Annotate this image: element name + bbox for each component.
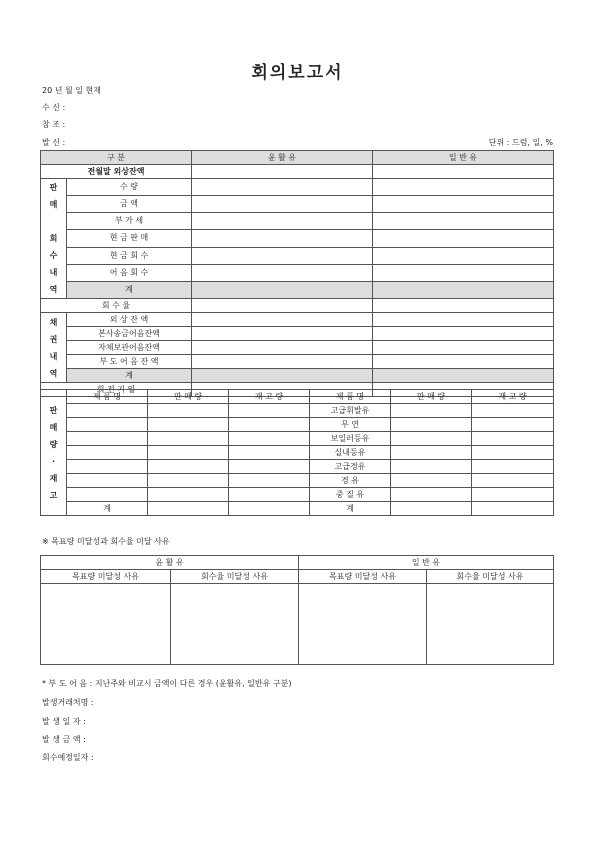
cell [373,369,554,383]
cell [373,299,554,313]
reason-col-header: 목표량 미달성 사유 [41,570,171,584]
collection-rate-label: 회 수 율 [41,299,192,313]
cell [472,488,554,502]
cell [67,418,148,432]
cell [373,196,554,213]
cell [229,488,310,502]
cell [229,404,310,418]
cell [229,418,310,432]
cell [373,213,554,230]
subtotal-label: 계 [67,281,192,298]
cell [391,404,472,418]
left-total-label: 계 [67,502,148,516]
cell [67,488,148,502]
cell [192,179,373,196]
cell [391,474,472,488]
cell [472,460,554,474]
from-line: 발 신 : [42,138,66,147]
turnover-days-label: 회 전 기 일 [41,383,192,397]
reason-cell [171,584,299,665]
cell [192,313,373,327]
client-name-line: 발생거래처명 : [42,698,94,707]
page-title: 회의보고서 [251,63,344,83]
cell [373,247,554,264]
sales-collection-table [40,150,554,397]
cell [192,281,373,298]
reason-cell [299,584,427,665]
cell [192,165,373,179]
unit-label: 단위 : 드럼, 일, % [488,138,553,147]
cell [148,418,229,432]
product-label: 중 질 유 [310,488,391,502]
ref-line: 참 조 : [42,120,66,129]
cell [192,299,373,313]
group-sales-inventory: 판 매 량 · 재 고 [41,390,67,516]
cell [391,502,472,516]
cell [148,446,229,460]
cell [472,446,554,460]
general-header: 일 반 유 [299,556,554,570]
cell [391,488,472,502]
cell [148,432,229,446]
date-line: 20 년 월 일 현재 [42,86,101,95]
cell [148,404,229,418]
cell [391,432,472,446]
product-label: 무 연 [310,418,391,432]
cell [148,502,229,516]
product-label: 고급경유 [310,460,391,474]
cell [373,179,554,196]
bounced-note: * 부 도 어 음 : 지난주와 비교시 금액이 다른 경우 (윤활유, 일반유 구분) [42,679,292,688]
cell [373,341,554,355]
cell [373,313,554,327]
cell [229,446,310,460]
cell [192,196,373,213]
row-label: 현 금 회 수 [67,247,192,264]
reason-cell [41,584,171,665]
row-label: 어 음 회 수 [67,264,192,281]
cell [192,369,373,383]
cell [192,355,373,369]
row-label: 수 량 [67,179,192,196]
product-label: 실내등유 [310,446,391,460]
cell [67,460,148,474]
row-label: 부 도 어 음 잔 액 [67,355,192,369]
product-label: 보일러등유 [310,432,391,446]
cell [148,474,229,488]
cell [472,474,554,488]
shortfall-note: ※ 목표량 미달성과 회수율 미달 사유 [42,537,170,546]
group-bond: 채 권 내 역 [41,313,67,383]
cell [373,327,554,341]
row-label: 본사송금어음잔액 [67,327,192,341]
cell [229,474,310,488]
reason-col-header: 회수율 미달성 사유 [171,570,299,584]
cell [373,230,554,247]
cell [192,213,373,230]
right-total-label: 계 [310,502,391,516]
cell [192,247,373,264]
cell [192,264,373,281]
row-label: 자체보관어음잔액 [67,341,192,355]
cell [192,341,373,355]
cell [472,432,554,446]
cell [472,418,554,432]
cell [373,281,554,298]
cell [229,502,310,516]
row-label: 현 금 판 매 [67,230,192,247]
cell [391,460,472,474]
row-label: 금 액 [67,196,192,213]
left-header-product: 제 품 명 [67,390,148,404]
left-header-sales: 판 매 량 [148,390,229,404]
occur-amount-line: 발 생 금 액 : [42,735,86,744]
cell [229,460,310,474]
bond-subtotal-label: 계 [67,369,192,383]
cell [373,355,554,369]
cell [229,432,310,446]
sales-inventory-table [40,389,554,516]
cell [148,488,229,502]
cell [192,230,373,247]
left-header-stock: 재 고 량 [229,390,310,404]
product-label: 고급휘발유 [310,404,391,418]
product-label: 경 유 [310,474,391,488]
prev-balance-label: 전월말 외상잔액 [41,165,192,179]
collect-date-line: 회수예정일자 : [42,753,94,762]
col-gubun: 구 분 [41,151,192,165]
shortfall-reason-table [40,555,554,665]
row-label: 외 상 잔 액 [67,313,192,327]
occur-date-line: 발 생 일 자 : [42,717,86,726]
cell [472,502,554,516]
col-lubricant: 윤 활 유 [192,151,373,165]
group-sales-collect: 판 매 회 수 내 역 [41,179,67,299]
right-header-sales: 판 매 량 [391,390,472,404]
cell [67,474,148,488]
cell [148,460,229,474]
cell [373,165,554,179]
reason-cell [427,584,554,665]
cell [391,446,472,460]
cell [67,432,148,446]
reason-col-header: 회수율 미달성 사유 [427,570,554,584]
lubricant-header: 윤 활 유 [41,556,299,570]
cell [391,418,472,432]
cell [67,404,148,418]
cell [67,446,148,460]
col-general: 일 반 유 [373,151,554,165]
row-label: 부 가 세 [67,213,192,230]
right-header-product: 제 품 명 [310,390,391,404]
reason-col-header: 목표량 미달성 사유 [299,570,427,584]
to-line: 수 신 : [42,103,66,112]
right-header-stock: 재 고 량 [472,390,554,404]
cell [472,404,554,418]
cell [192,327,373,341]
cell [373,264,554,281]
